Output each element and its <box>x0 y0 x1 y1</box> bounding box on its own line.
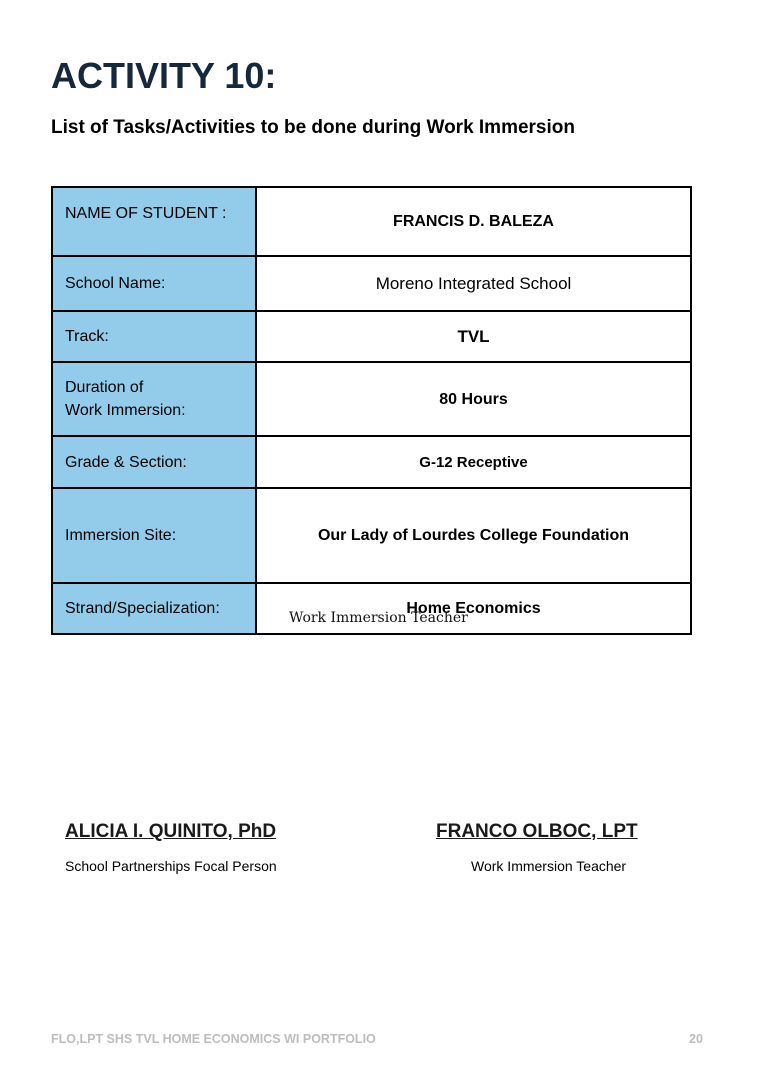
table-row-duration <box>52 362 691 436</box>
value-grade-section: G-12 Receptive <box>256 436 691 488</box>
table-row-grade-section <box>52 436 691 488</box>
value-student-name: FRANCIS D. BALEZA <box>256 187 691 256</box>
student-info-table <box>51 186 692 635</box>
label-student-name: NAME OF STUDENT : <box>52 187 256 256</box>
label-track: Track: <box>52 311 256 362</box>
signatory-name-focal-person: ALICIA I. QUINITO, PhD <box>65 821 277 842</box>
value-immersion-site: Our Lady of Lourdes College Foundation <box>256 488 691 583</box>
value-track: TVL <box>256 311 691 362</box>
signatory-role-focal-person: School Partnerships Focal Person <box>65 858 277 874</box>
label-strand: Strand/Specialization: <box>52 583 256 634</box>
label-duration-line1: Duration of <box>65 379 144 396</box>
table-row-student-name <box>52 187 691 256</box>
signatory-name-teacher: FRANCO OLBOC, LPT <box>436 821 638 842</box>
value-duration: 80 Hours <box>256 362 691 436</box>
page-subtitle: List of Tasks/Activities to be done during Work Immersion <box>51 117 575 138</box>
page-title: ACTIVITY 10: <box>51 55 277 96</box>
label-school-name: School Name: <box>52 256 256 311</box>
table-row-immersion-site <box>52 488 691 583</box>
label-duration-line2: Work Immersion: <box>65 402 186 419</box>
label-immersion-site: Immersion Site: <box>52 488 256 583</box>
footer-page-number: 20 <box>689 1032 703 1046</box>
label-grade-section: Grade & Section: <box>52 436 256 488</box>
signatory-role-teacher: Work Immersion Teacher <box>471 858 627 874</box>
table-row-school-name <box>52 256 691 311</box>
table-row-track <box>52 311 691 362</box>
value-school-name: Moreno Integrated School <box>256 256 691 311</box>
overlay-teacher-text: Work Immersion Teacher <box>289 610 468 626</box>
footer-portfolio-title: FLO,LPT SHS TVL HOME ECONOMICS WI PORTFOLIO <box>51 1032 376 1046</box>
label-duration <box>52 362 256 436</box>
value-strand: Home Economics <box>256 583 691 634</box>
